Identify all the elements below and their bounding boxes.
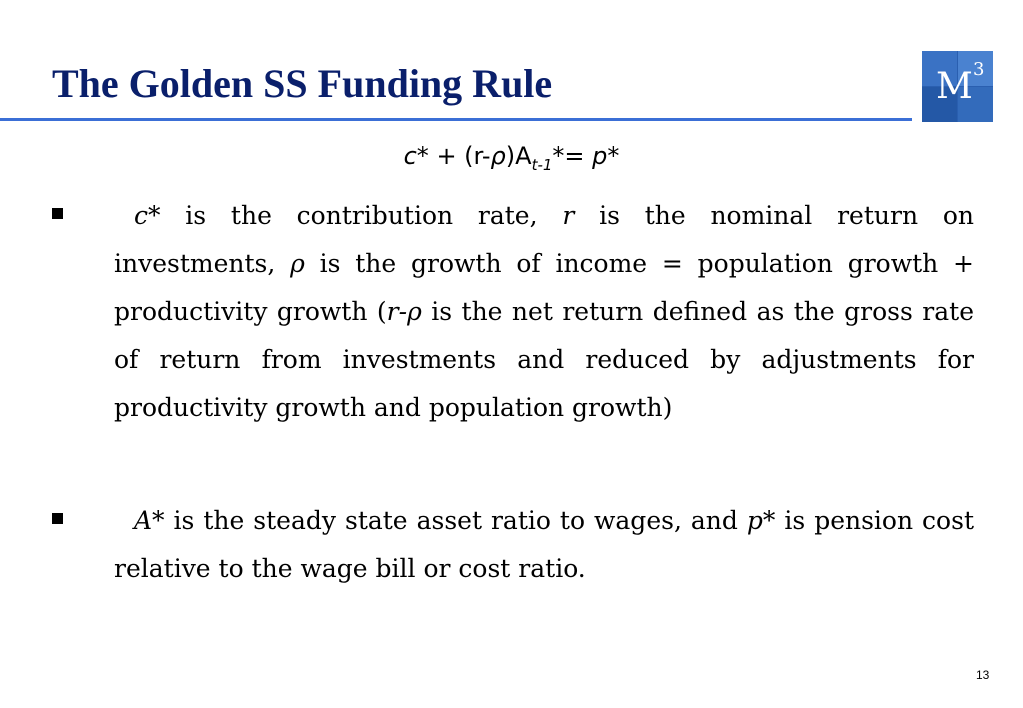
bullet-marker-2: [52, 513, 63, 524]
eq-subscript: t-1: [531, 156, 553, 174]
title-underline: [0, 118, 912, 121]
m3-logo: [922, 51, 993, 122]
logo-superscript: 3: [973, 59, 985, 80]
eq-p-star: p*: [592, 142, 620, 170]
funding-rule-equation: [0, 136, 1023, 185]
eq-plus-r: + (r-: [428, 142, 491, 170]
bullet-marker-1: [52, 208, 63, 219]
bullet-text-1: c* is the contribution rate, r is the nominal return on investments, ρ is the growth of income = population growth + productivity growth (r-ρ is the net return defined as the gross rate of return from investments and reduced by adjustments for productivity growth and population growth): [114, 201, 975, 422]
var-c-star: c*: [134, 201, 161, 230]
var-r-rho: r-ρ: [386, 297, 422, 326]
var-r: r: [562, 201, 575, 230]
eq-a: )A: [505, 142, 532, 170]
var-a-star: A*: [134, 506, 165, 535]
var-rho: ρ: [290, 249, 305, 278]
eq-equals: *=: [552, 142, 593, 170]
bullet-text-2: A* is the steady state asset ratio to wages, and p* is pension cost relative to the wage bill or cost ratio.: [114, 506, 974, 583]
var-p-star: p*: [746, 506, 776, 535]
slide-title: The Golden SS Funding Rule: [52, 61, 553, 106]
logo-letter: M: [936, 66, 973, 107]
eq-rho: ρ: [490, 142, 506, 170]
page-number: 13: [976, 668, 990, 682]
eq-c-star: c*: [403, 142, 429, 170]
